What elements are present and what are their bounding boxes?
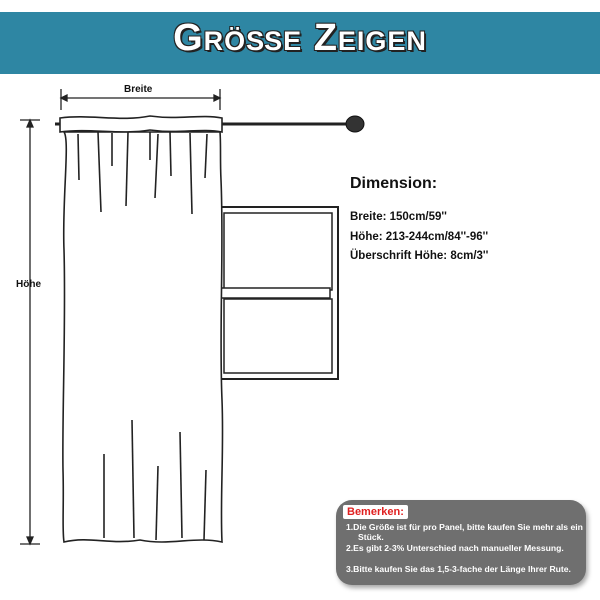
spec-width: Breite: 150cm/59''	[350, 211, 447, 223]
remarks-heading: Bemerken:	[343, 505, 408, 519]
remark-item-2: 2.Es gibt 2-3% Unterschied nach manueller Messung.	[346, 543, 564, 553]
width-label: Breite	[124, 84, 153, 95]
page-title: Größe Zeigen	[173, 17, 427, 59]
window-frame	[218, 207, 338, 379]
height-dimension-line	[20, 120, 40, 544]
height-label: Höhe	[16, 279, 41, 290]
remark-item-3: 3.Bitte kaufen Sie das 1,5-3-fache der Länge Ihrer Rute.	[346, 564, 571, 574]
spec-height: Höhe: 213-244cm/84''-96''	[350, 231, 489, 243]
dimension-heading: Dimension:	[350, 175, 438, 192]
curtain-panel	[60, 116, 223, 542]
spec-heading-height: Überschrift Höhe: 8cm/3''	[350, 250, 489, 262]
remark-item-1: 1.Die Größe ist für pro Panel, bitte kaufen Sie mehr als ein Stück.	[346, 522, 583, 542]
